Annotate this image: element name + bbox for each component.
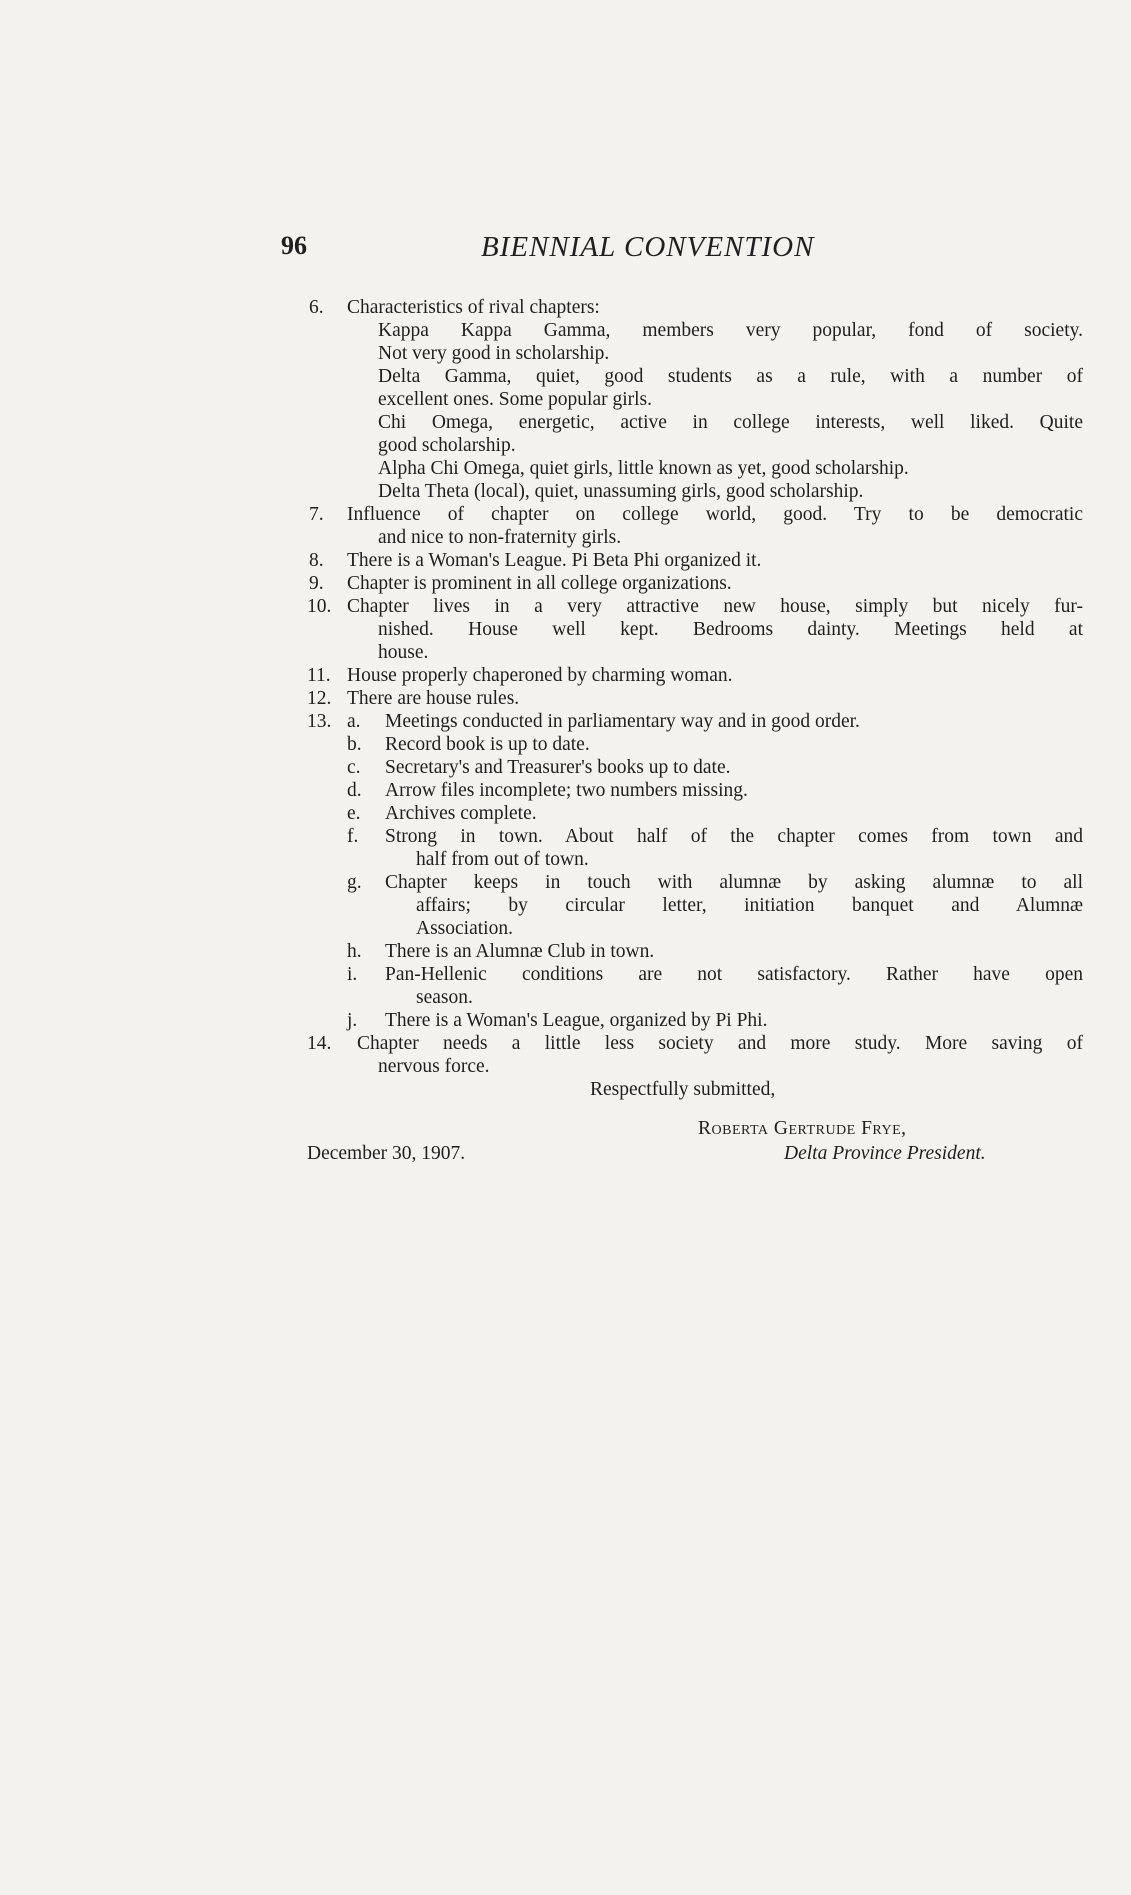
item-6-line: Kappa Kappa Gamma, members very popular, fond of society. [378,320,1083,341]
item-6-line: good scholarship. [378,435,516,456]
item-8-line: There is a Woman's League. Pi Beta Phi organized it. [347,550,762,571]
item-10-line: Chapter lives in a very attractive new house, simply but nicely fur- [347,596,1083,617]
item-6-line: Alpha Chi Omega, quiet girls, little known as yet, good scholarship. [378,458,909,479]
respectfully-submitted: Respectfully submitted, [590,1079,776,1100]
item-6-line: Chi Omega, energetic, active in college interests, well liked. Quite [378,412,1083,433]
item-number-7: 7. [309,504,324,525]
subitem-b-line: Record book is up to date. [385,734,590,755]
subitem-j-line: There is a Woman's League, organized by Pi Phi. [385,1010,768,1031]
subitem-letter-h: h. [347,941,362,962]
subitem-f-line: half from out of town. [416,849,589,870]
item-number-13: 13. [307,711,332,732]
subitem-e-line: Archives complete. [385,803,537,824]
subitem-letter-f: f. [347,826,359,847]
subitem-g-line: Association. [416,918,513,939]
item-6-line: excellent ones. Some popular girls. [378,389,653,410]
item-7-line: Influence of chapter on college world, good. Try to be democratic [347,504,1083,525]
item-6-line: Delta Theta (local), quiet, unassuming girls, good scholarship. [378,481,864,502]
item-10-line: nished. House well kept. Bedrooms dainty. Meetings held at [378,619,1083,640]
subitem-f-line: Strong in town. About half of the chapter comes from town and [385,826,1083,847]
subitem-letter-g: g. [347,872,362,893]
item-number-11: 11. [307,665,331,686]
subitem-a-line: Meetings conducted in parliamentary way and in good order. [385,711,860,732]
item-number-6: 6. [309,297,324,318]
item-number-9: 9. [309,573,324,594]
subitem-letter-d: d. [347,780,362,801]
item-12-line: There are house rules. [347,688,520,709]
subitem-letter-c: c. [347,757,361,778]
subitem-i-line: season. [416,987,473,1008]
item-14-line: nervous force. [378,1056,490,1077]
subitem-h-line: There is an Alumnæ Club in town. [385,941,655,962]
item-number-10: 10. [307,596,332,617]
item-9-line: Chapter is prominent in all college organizations. [347,573,732,594]
subitem-letter-i: i. [347,964,358,985]
item-6-heading: Characteristics of rival chapters: [347,297,600,318]
item-number-12: 12. [307,688,332,709]
item-number-14: 14. [307,1033,332,1054]
subitem-letter-e: e. [347,803,361,824]
subitem-g-line: affairs; by circular letter, initiation banquet and Alumnæ [416,895,1083,916]
subitem-g-line: Chapter keeps in touch with alumnæ by asking alumnæ to all [385,872,1083,893]
page-header [281,231,881,271]
letter-date: December 30, 1907. [307,1143,466,1164]
subitem-i-line: Pan-Hellenic conditions are not satisfactory. Rather have open [385,964,1083,985]
running-title: BIENNIAL CONVENTION [481,231,815,263]
subitem-letter-a: a. [347,711,361,732]
item-14-line: Chapter needs a little less society and more study. More saving of [357,1033,1083,1054]
subitem-letter-b: b. [347,734,362,755]
signer-title: Delta Province President. [784,1143,986,1164]
item-6-line: Not very good in scholarship. [378,343,610,364]
subitem-d-line: Arrow files incomplete; two numbers missing. [385,780,748,801]
item-11-line: House properly chaperoned by charming woman. [347,665,733,686]
subitem-c-line: Secretary's and Treasurer's books up to date. [385,757,731,778]
item-7-line: and nice to non-fraternity girls. [378,527,622,548]
subitem-letter-j: j. [347,1010,358,1031]
item-6-line: Delta Gamma, quiet, good students as a rule, with a number of [378,366,1083,387]
page-number: 96 [281,231,307,260]
item-number-8: 8. [309,550,324,571]
item-10-line: house. [378,642,429,663]
signer-name: Roberta Gertrude Frye, [698,1118,907,1139]
